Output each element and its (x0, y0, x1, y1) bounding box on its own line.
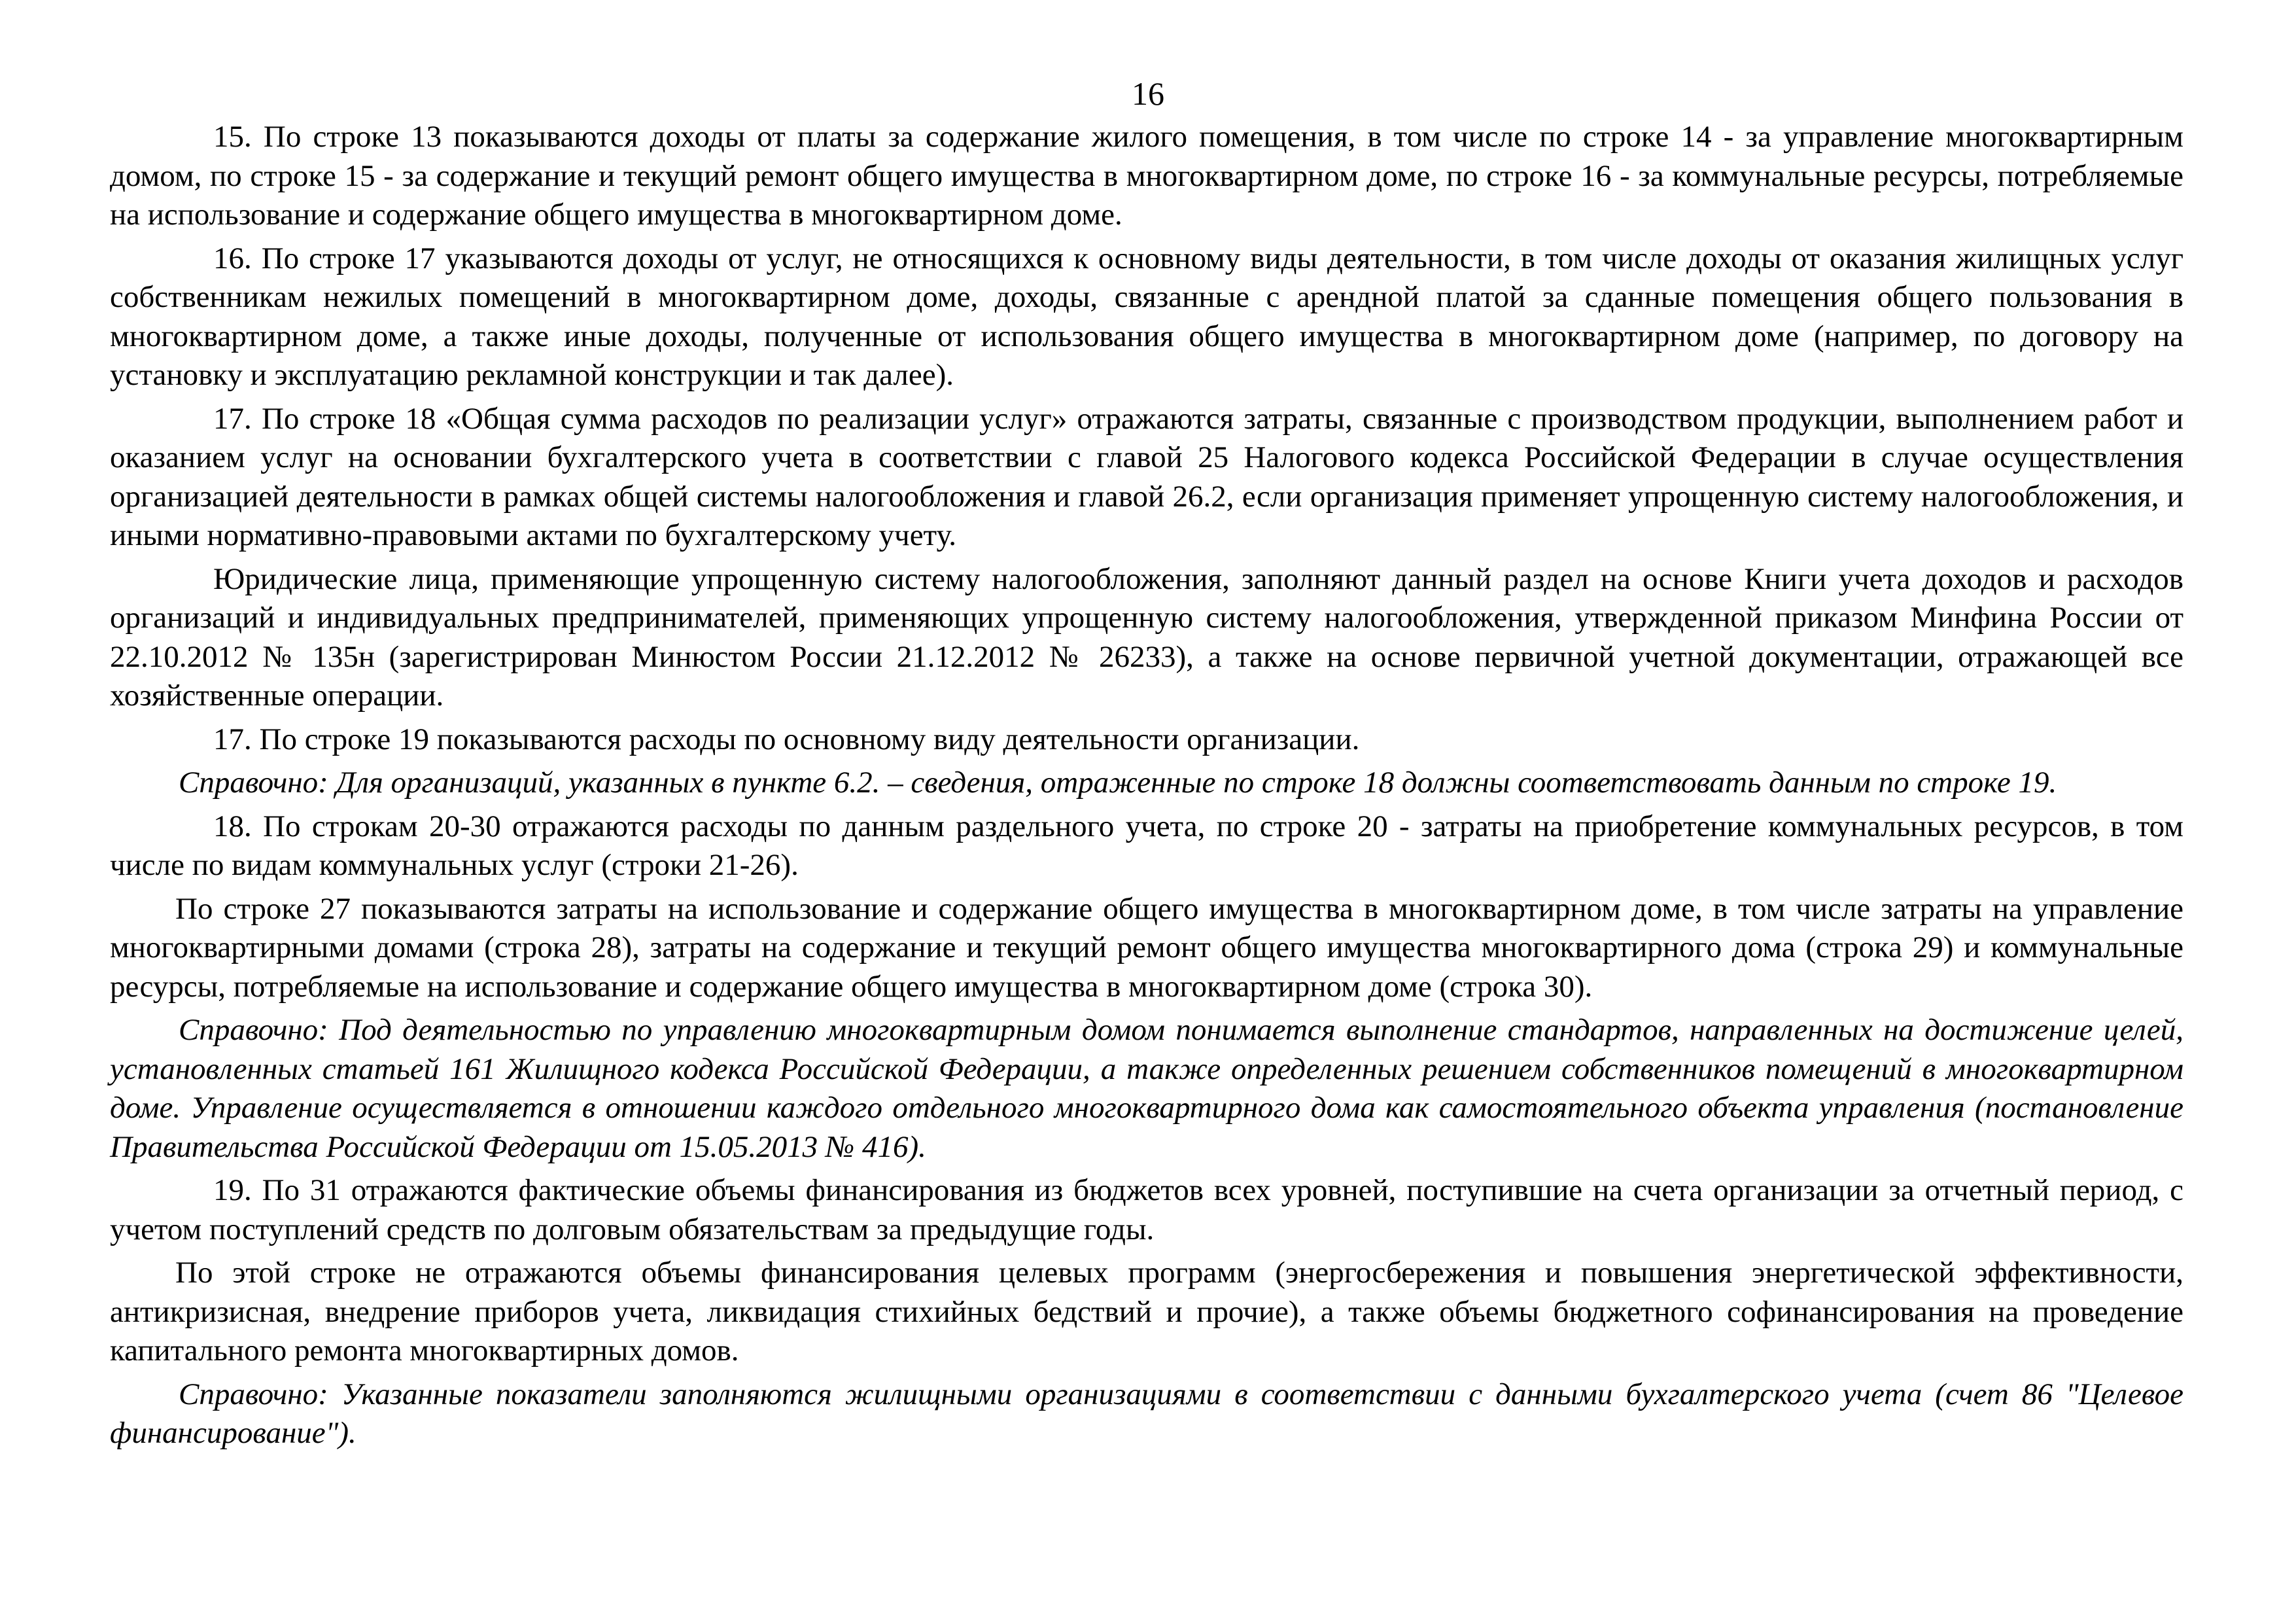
paragraph-16: 16. По строке 17 указываются доходы от услуг, не относящихся к основному виды деятельности, в том числе доходы от оказания жилищных услуг собственникам нежилых помещений в многоквартирном доме, доходы, связанные с арендной платой за сданные помещения общего пользования в многоквартирном доме, а также иные доходы, полученные от использования общего имущества в многоквартирном доме (например, по договору на установку и эксплуатацию рекламной конструкции и так далее). (110, 241, 2183, 392)
reference-note-3: Справочно: Указанные показатели заполняются жилищными организациями в соответствии с данными бухгалтерского учета (счет 86 "Целевое финансирование"). (110, 1377, 2183, 1450)
paragraph-19: 19. По 31 отражаются фактические объемы финансирования из бюджетов всех уровней, поступившие на счета организации за отчетный период, с учетом поступлений средств по долговым обязательствам за предыдущие годы. (110, 1173, 2183, 1246)
page-number: 16 (1132, 75, 1164, 112)
paragraph-18: 18. По строкам 20-30 отражаются расходы по данным раздельного учета, по строке 20 - затраты на приобретение коммунальных ресурсов, в том числе по видам коммунальных услуг (строки 21-26). (110, 809, 2183, 882)
reference-note-2: Справочно: Под деятельностью по управлению многоквартирным домом понимается выполнение стандартов, направленных на достижение целей, установленных статьей 161 Жилищного кодекса Российской Федерации, а также определенных решением собственников помещений в многоквартирном доме. Управление осуществляется в отношении каждого отдельного многоквартирного дома как самостоятельного объекта управления (постановление Правительства Российской Федерации от 15.05.2013 № 416). (110, 1013, 2183, 1164)
paragraph-18-line-27: По строке 27 показываются затраты на использование и содержание общего имущества в многоквартирном доме, в том числе затраты на управление многоквартирными домами (строка 28), затраты на содержание и текущий ремонт общего имущества многоквартирного дома (строка 29) и коммунальные ресурсы, потребляемые на использование и содержание общего имущества в многоквартирном доме (строка 30). (110, 891, 2183, 1004)
reference-note-1: Справочно: Для организаций, указанных в пункте 6.2. – сведения, отраженные по строке 18 должны соответствовать данным по строке 19. (179, 766, 2057, 800)
paragraph-15: 15. По строке 13 показываются доходы от платы за содержание жилого помещения, в том числе по строке 14 - за управление многоквартирным домом, по строке 15 - за содержание и текущий ремонт общего имущества в многоквартирном доме, по строке 16 - за коммунальные ресурсы, потребляемые на использование и содержание общего имущества в многоквартирном доме. (110, 120, 2183, 232)
paragraph-17-line-18: 17. По строке 18 «Общая сумма расходов по реализации услуг» отражаются затраты, связанные с производством продукции, выполнением работ и оказанием услуг на основании бухгалтерского учета в соответствии с главой 25 Налогового кодекса Российской Федерации в случае осуществления организацией деятельности в рамках общей системы налогообложения и главой 26.2, если организация применяет упрощенную систему налогообложения, и иными нормативно-правовыми актами по бухгалтерскому учету. (110, 401, 2183, 552)
paragraph-17-simplified-tax: Юридические лица, применяющие упрощенную систему налогообложения, заполняют данный раздел на основе Книги учета доходов и расходов организаций и индивидуальных предпринимателей, применяющих упрощенную систему налогообложения, утвержденной приказом Минфина России от 22.10.2012 № 135н (зарегистрирован Минюстом России 21.12.2012 № 26233), а также на основе первичной учетной документации, отражающей все хозяйственные операции. (110, 561, 2183, 713)
paragraph-19-exclusions: По этой строке не отражаются объемы финансирования целевых программ (энергосбережения и повышения энергетической эффективности, антикризисная, внедрение приборов учета, ликвидация стихийных бедствий и прочие), а также объемы бюджетного софинансирования на проведение капитального ремонта многоквартирных домов. (110, 1256, 2183, 1368)
document-body (110, 118, 2183, 1458)
paragraph-17-line-19: 17. По строке 19 показываются расходы по основному виду деятельности организации. (213, 722, 1360, 756)
